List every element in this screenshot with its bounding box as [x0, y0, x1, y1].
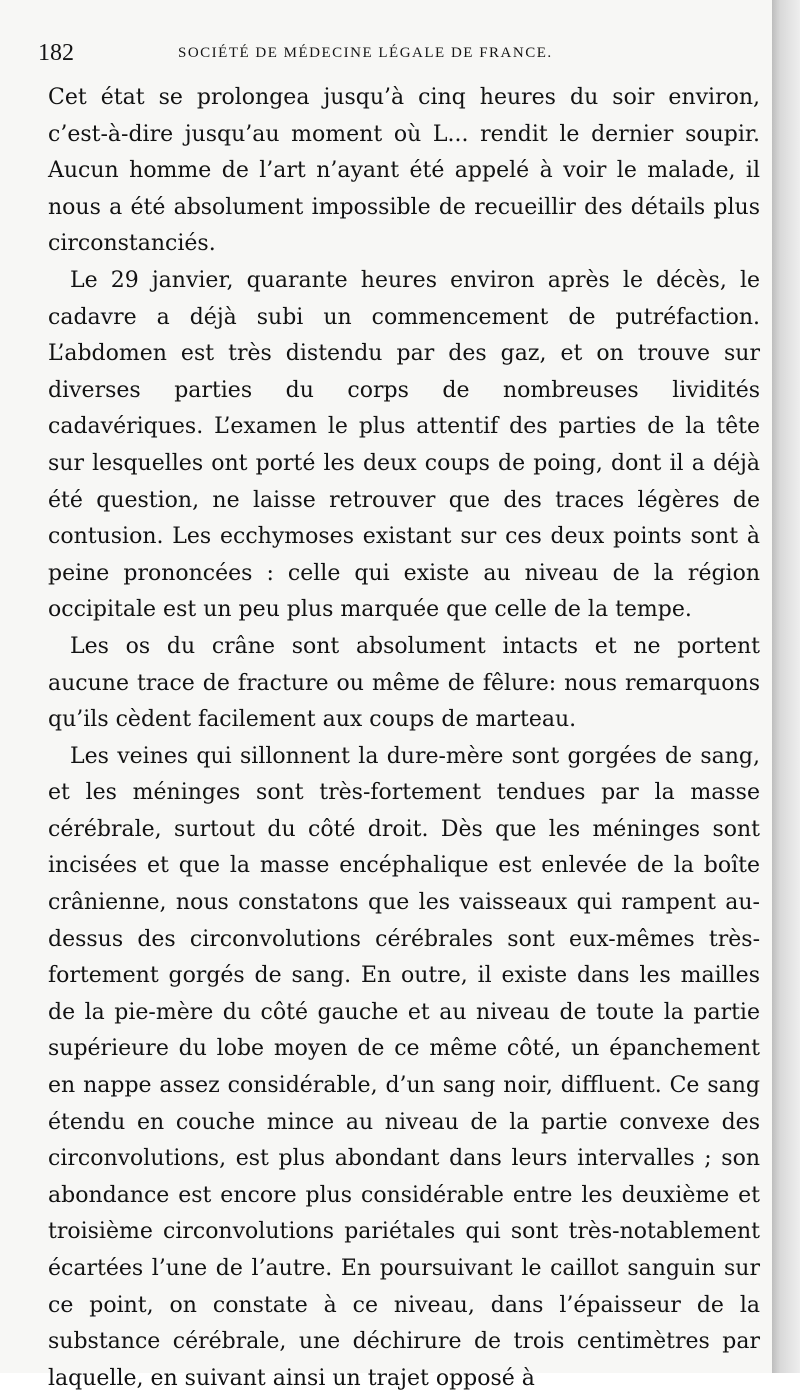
paragraph: Le 29 janvier, quarante heures environ après le décès, le cadavre a déjà subi un commencement de putréfaction. L’abdomen est très distendu par des gaz, et on trouve sur diverses parties du corps de nombreuses lividités cadavériques. L’examen le plus attentif des parties de la tête sur lesquelles ont porté les deux coups de poing, dont il a déjà été question, ne laisse retrouver que des traces légères de contusion. Les ecchymoses existant sur ces deux points sont à peine prononcées : celle qui existe au niveau de la région occipitale est un peu plus marquée que celle de la tempe.: [48, 267, 760, 623]
page-number: 182: [38, 40, 74, 66]
page-edge-shadow: [772, 0, 800, 1373]
body-text: [48, 80, 760, 1397]
running-title: SOCIÉTÉ DE MÉDECINE LÉGALE DE FRANCE.: [178, 45, 553, 61]
paragraph: Les os du crâne sont absolument intacts et ne portent aucune trace de fracture ou même de fêlure: nous remarquons qu’ils cèdent facilement aux coups de marteau.: [48, 633, 760, 733]
running-head: [38, 38, 738, 68]
paragraph: Cet état se prolongea jusqu’à cinq heures du soir environ, c’est-à-dire jusqu’au moment où L... rendit le dernier soupir. Aucun homme de l’art n’ayant été appelé à voir le malade, il nous a été absolument impossible de recueillir des détails plus circonstanciés.: [48, 85, 760, 257]
paragraph: Les veines qui sillonnent la dure-mère sont gorgées de sang, et les méninges sont très-fortement tendues par la masse cérébrale, surtout du côté droit. Dès que les méninges sont incisées et que la masse encéphalique est enlevée de la boîte crânienne, nous constatons que les vaisseaux qui rampent au-dessus des circonvolutions cérébrales sont eux-mêmes très-fortement gorgés de sang. En outre, il existe dans les mailles de la pie-mère du côté gauche et au niveau de toute la partie supérieure du lobe moyen de ce même côté, un épanchement en nappe assez considérable, d’un sang noir, diffluent. Ce sang étendu en couche mince au niveau de la partie convexe des circonvolutions, est plus abondant dans leurs intervalles ; son abondance est encore plus considérable entre les deuxième et troisième circonvolutions pariétales qui sont très-notablement écartées l’une de l’autre. En poursuivant le caillot sanguin sur ce point, on constate à ce niveau, dans l’épaisseur de la substance cérébrale, une déchirure de trois centimètres par laquelle, en suivant ainsi un trajet opposé à: [48, 743, 760, 1391]
